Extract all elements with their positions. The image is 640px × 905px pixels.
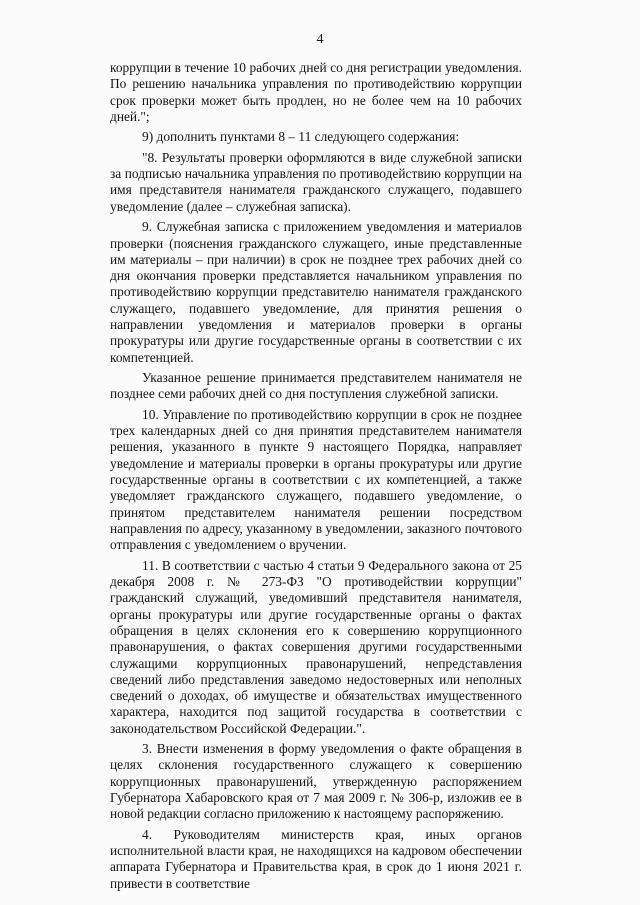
paragraph-section-4: 4. Руководителям министерств края, иных органов исполнительной власти края, не находящихся на кадровом обеспечении аппарата Губернатора и Правительства края, в срок до 1 июня 2021 г. привести в соответствие bbox=[110, 826, 522, 891]
paragraph-continuation: коррупции в течение 10 рабочих дней со дня регистрации уведомления. По решению начальника управления по противодействию коррупции срок проверки может быть продлен, но не более чем на 10 рабочих дней."; bbox=[110, 60, 522, 124]
page-number: 4 bbox=[316, 32, 324, 47]
paragraph-point-10: 10. Управление по противодействию коррупции в срок не позднее трех календарных дней со дня принятия представителем нанимателя решения, указанного в пункте 9 настоящего Порядка, направляет уведомление и материалы проверки в органы прокуратуры или другие государственные органы в соответствии с их компетенцией, а также уведомляет гражданского служащего, подавшего уведомление, о принятом представителем нанимателя решении посредством направления по адресу, указанному в уведомлении, заказного почтового отправления с уведомлением о вручении. bbox=[110, 406, 522, 553]
paragraph-section-3: 3. Внести изменения в форму уведомления о факте обращения в целях склонения государственного служащего к совершению коррупционных правонарушений, утвержденную распоряжением Губернатора Хабаровского края от 7 мая 2009 г. № 306-р, изложив ее в новой редакции согласно приложению к настоящему распоряжению. bbox=[110, 741, 522, 822]
paragraph-point-11: 11. В соответствии с частью 4 статьи 9 Федерального закона от 25 декабря 2008 г. № 273-ФЗ "О противодействии коррупции" гражданский служащий, уведомивший представителя нанимателя, органы прокуратуры или другие государственные органы о фактах обращения в целях склонения его к совершению коррупционного правонарушения, о фактах совершения другими государственными служащими коррупционных правонарушений, непредставления сведений либо представления заведомо недостоверных или неполных сведений о доходах, об имуществе и обязательствах имущественного характера, находится под защитой государства в соответствии с законодательством Российской Федерации.". bbox=[110, 557, 522, 736]
paragraph-point-8: "8. Результаты проверки оформляются в виде служебной записки за подписью начальника управления по противодействию коррупции на имя представителя нанимателя гражданского служащего, подавшего уведомление (далее – служебная записка). bbox=[110, 149, 522, 214]
paragraph-item-9: 9) дополнить пунктами 8 – 11 следующего содержания: bbox=[142, 129, 460, 145]
document-body bbox=[110, 60, 522, 896]
paragraph-decision-deadline: Указанное решение принимается представителем нанимателя не позднее семи рабочих дней со дня поступления служебной записки. bbox=[110, 370, 522, 402]
paragraph-point-9: 9. Служебная записка с приложением уведомления и материалов проверки (пояснения гражданского служащего, иные представленные им материалы – при наличии) в срок не позднее трех рабочих дней со дня окончания проверки представляется начальником управления по противодействию коррупции представителю нанимателя гражданского служащего, подавшего уведомление, для принятия решения о направлении уведомления и материалов проверки в органы прокуратуры или другие государственные органы в соответствии с их компетенцией. bbox=[110, 219, 522, 365]
